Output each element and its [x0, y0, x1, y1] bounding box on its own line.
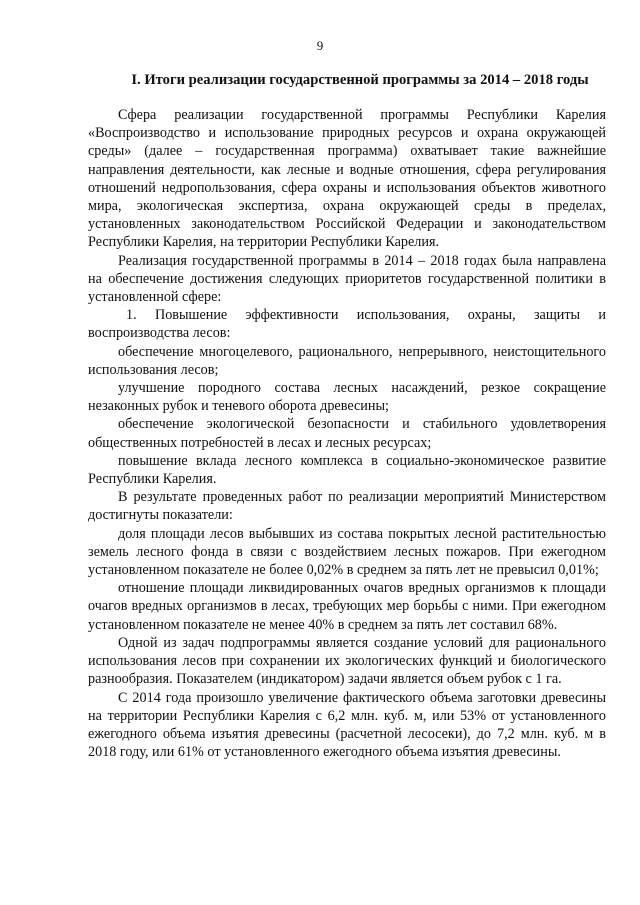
paragraph-results-intro: В результате проведенных работ по реализации мероприятий Министерством достигнуты показатели: [88, 489, 606, 524]
paragraph-fire-indicator: доля площади лесов выбывших из состава покрытых лесной растительностью земель лесного фонда в связи с воздействием лесных пожаров. При ежегодном установленном показателе не более 0,02% в среднем за пять лет не превысил 0,01%; [88, 525, 606, 579]
paragraph-priority-1: 1. Повышение эффективности использования, охраны, защиты и воспроизводства лесов: [88, 307, 606, 342]
paragraph-multipurpose-use: обеспечение многоцелевого, рационального, непрерывного, неистощительного использования лесов; [88, 343, 606, 378]
page-number: 9 [316, 38, 324, 53]
paragraph-scope: Сфера реализации государственной программы Республики Карелия «Воспроизводство и использование природных ресурсов и охрана окружающей среды» (далее – государственная программа) охватывает такие важнейшие направления деятельности, как лесные и водные отношения, сфера регулирования отношений недропользования, сфера охраны и использования объектов животного мира, экологическая экспертиза, охрана окружающей среды в пределах, установленных законодательством Российской Федерации и законодательством Республики Карелия, на территории Республики Карелия. [88, 107, 606, 251]
paragraph-priorities-intro: Реализация государственной программы в 2014 – 2018 годах была направлена на обеспечение достижения следующих приоритетов государственной политики в установленной сфере: [88, 252, 606, 306]
paragraph-subprogram-task: Одной из задач подпрограммы является создание условий для рационального использования лесов при сохранении их экологических функций и биологического разнообразия. Показателем (индикатором) задачи является объем рубок с 1 га. [88, 634, 606, 688]
paragraph-forest-contribution: повышение вклада лесного комплекса в социально-экономическое развитие Республики Карелия. [88, 452, 606, 488]
document-body [88, 104, 606, 761]
paragraph-species-composition: улучшение породного состава лесных насаждений, резкое сокращение незаконных рубок и теневого оборота древесины; [88, 380, 606, 415]
paragraph-pest-indicator: отношение площади ликвидированных очагов вредных организмов к площади очагов вредных организмов в лесах, требующих мер борьбы с ними. При ежегодном установленном показателе не менее 40% в среднем за пять лет составил 68%. [88, 580, 606, 633]
section-heading: I. Итоги реализации государственной программы за 2014 – 2018 годы [131, 72, 589, 88]
paragraph-harvest-volume: С 2014 года произошло увеличение фактического объема заготовки древесины на территории Республики Карелия с 6,2 млн. куб. м, или 53% от установленного ежегодного объема изъятия древесины (расчетной лесосеки), до 7,2 млн. куб. м в 2018 году, или 61% от установленного ежегодного объема изъятия древесины. [88, 689, 606, 761]
paragraph-ecological-safety: обеспечение экологической безопасности и стабильного удовлетворения общественных потребностей в лесах и лесных ресурсах; [88, 416, 606, 451]
